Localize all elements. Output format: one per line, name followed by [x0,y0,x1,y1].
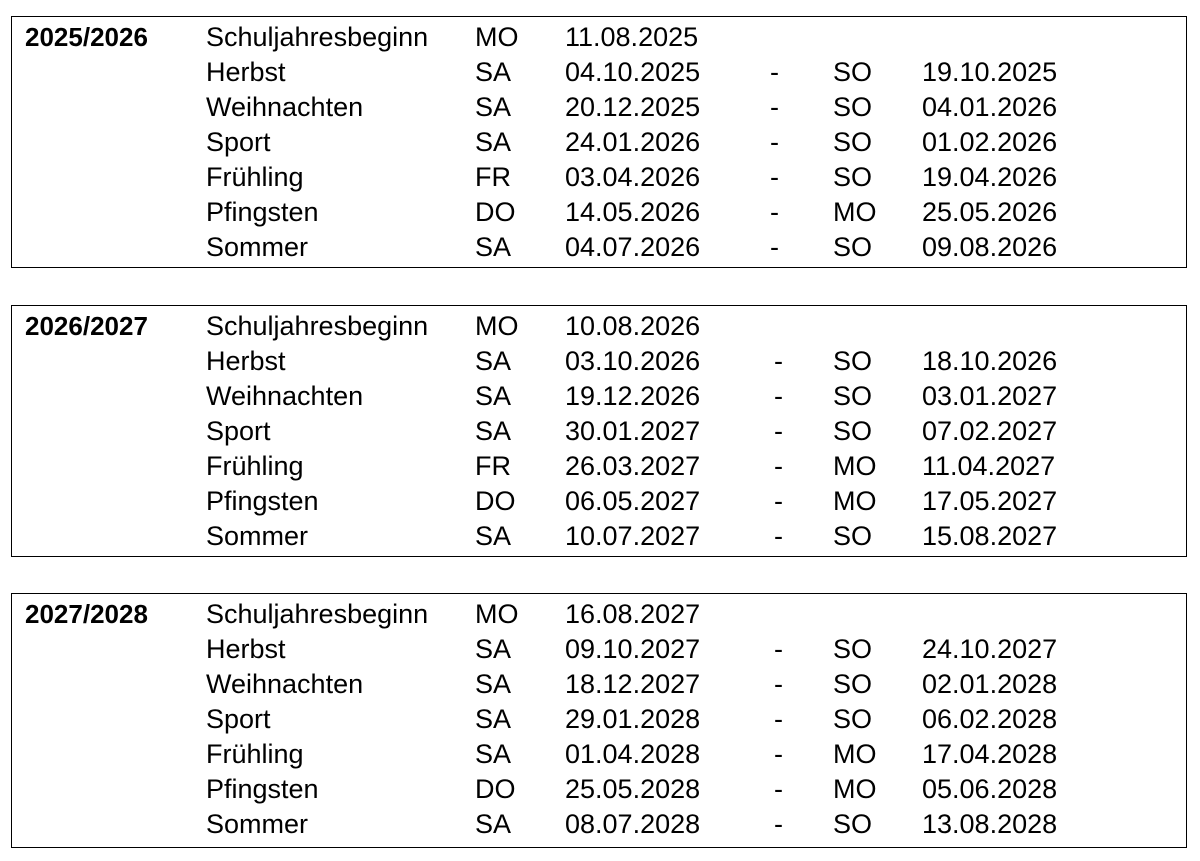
range-separator: - [774,739,783,769]
end-date: 02.01.2028 [922,669,1058,699]
start-date: 10.07.2027 [565,521,701,551]
start-weekday: SA [475,704,512,734]
end-weekday: SO [833,704,873,734]
end-date: 13.08.2028 [922,809,1058,839]
range-separator: - [774,809,783,839]
end-date: 19.04.2026 [922,162,1058,192]
start-date: 20.12.2025 [565,92,701,122]
start-date: 01.04.2028 [565,739,701,769]
start-weekday: SA [475,381,512,411]
end-date: 01.02.2026 [922,127,1058,157]
holiday-name: Sport [206,127,271,157]
holiday-row-sport [12,125,1186,160]
start-date: 10.08.2026 [565,311,701,341]
holiday-row-schuljahresbeginn [12,597,1186,632]
start-weekday: SA [475,346,512,376]
holiday-name: Weihnachten [206,381,364,411]
range-separator: - [770,197,779,227]
end-weekday: SO [833,57,873,87]
range-separator: - [770,57,779,87]
end-weekday: SO [833,381,873,411]
school-year-block [11,305,1187,557]
end-date: 07.02.2027 [922,416,1058,446]
start-weekday: DO [475,774,516,804]
holiday-row-pfingsten [12,484,1186,519]
holiday-row-pfingsten [12,195,1186,230]
range-separator: - [770,162,779,192]
holiday-name: Schuljahresbeginn [206,599,429,629]
range-separator: - [774,451,783,481]
range-separator: - [774,486,783,516]
start-weekday: FR [475,451,511,481]
start-weekday: SA [475,92,512,122]
holiday-row-weihnachten [12,90,1186,125]
range-separator: - [770,232,779,262]
end-weekday: SO [833,92,873,122]
end-weekday: SO [833,232,873,262]
holiday-row-fruehling [12,160,1186,195]
start-weekday: MO [475,311,519,341]
school-year-block [11,16,1187,268]
holiday-row-sommer [12,230,1186,265]
end-weekday: MO [833,486,877,516]
holiday-name: Sommer [206,232,309,262]
holiday-row-schuljahresbeginn [12,309,1186,344]
start-date: 30.01.2027 [565,416,701,446]
start-weekday: SA [475,739,512,769]
holiday-name: Herbst [206,57,286,87]
end-weekday: SO [833,521,873,551]
holiday-list [12,597,1186,842]
range-separator: - [774,521,783,551]
end-date: 11.04.2027 [922,451,1056,481]
start-date: 26.03.2027 [565,451,701,481]
range-separator: - [774,669,783,699]
end-date: 24.10.2027 [922,634,1058,664]
holiday-name: Weihnachten [206,92,364,122]
holiday-row-pfingsten [12,772,1186,807]
start-date: 11.08.2025 [565,22,699,52]
range-separator: - [770,92,779,122]
holiday-row-weihnachten [12,379,1186,414]
end-weekday: MO [833,197,877,227]
end-date: 19.10.2025 [922,57,1058,87]
start-weekday: MO [475,22,519,52]
holiday-name: Sommer [206,521,309,551]
start-weekday: DO [475,486,516,516]
start-date: 29.01.2028 [565,704,701,734]
end-weekday: MO [833,774,877,804]
start-date: 08.07.2028 [565,809,701,839]
holiday-name: Sport [206,416,271,446]
holiday-name: Sport [206,704,271,734]
range-separator: - [774,381,783,411]
holiday-name: Schuljahresbeginn [206,22,429,52]
holiday-row-fruehling [12,737,1186,772]
school-year-label: 2027/2028 [25,599,148,629]
holiday-list [12,309,1186,554]
holiday-row-sommer [12,519,1186,554]
holiday-list [12,20,1186,265]
holiday-row-herbst [12,55,1186,90]
end-date: 04.01.2026 [922,92,1058,122]
end-date: 05.06.2028 [922,774,1058,804]
end-date: 09.08.2026 [922,232,1058,262]
end-weekday: SO [833,669,873,699]
holiday-row-sport [12,414,1186,449]
range-separator: - [774,416,783,446]
range-separator: - [770,127,779,157]
start-date: 03.10.2026 [565,346,701,376]
end-weekday: SO [833,634,873,664]
start-weekday: SA [475,634,512,664]
start-weekday: FR [475,162,511,192]
start-weekday: DO [475,197,516,227]
start-weekday: SA [475,669,512,699]
start-date: 19.12.2026 [565,381,701,411]
holiday-row-herbst [12,344,1186,379]
end-weekday: SO [833,346,873,376]
school-year-label: 2025/2026 [25,22,148,52]
holiday-row-weihnachten [12,667,1186,702]
holiday-name: Pfingsten [206,197,319,227]
range-separator: - [774,634,783,664]
start-date: 06.05.2027 [565,486,701,516]
start-weekday: SA [475,416,512,446]
start-date: 04.10.2025 [565,57,701,87]
start-date: 09.10.2027 [565,634,701,664]
holiday-name: Frühling [206,451,304,481]
start-weekday: MO [475,599,519,629]
end-weekday: MO [833,739,877,769]
range-separator: - [774,346,783,376]
end-date: 25.05.2026 [922,197,1058,227]
holiday-row-sport [12,702,1186,737]
start-date: 14.05.2026 [565,197,701,227]
holiday-row-schuljahresbeginn [12,20,1186,55]
holiday-row-herbst [12,632,1186,667]
start-weekday: SA [475,232,512,262]
start-date: 16.08.2027 [565,599,701,629]
start-weekday: SA [475,127,512,157]
range-separator: - [774,704,783,734]
end-date: 06.02.2028 [922,704,1058,734]
end-date: 17.04.2028 [922,739,1058,769]
start-date: 24.01.2026 [565,127,701,157]
end-weekday: SO [833,416,873,446]
start-weekday: SA [475,521,512,551]
start-date: 04.07.2026 [565,232,701,262]
end-date: 18.10.2026 [922,346,1058,376]
end-date: 17.05.2027 [922,486,1058,516]
end-date: 03.01.2027 [922,381,1058,411]
holiday-name: Sommer [206,809,309,839]
holiday-name: Herbst [206,634,286,664]
holiday-name: Schuljahresbeginn [206,311,429,341]
holiday-name: Herbst [206,346,286,376]
range-separator: - [774,774,783,804]
start-weekday: SA [475,809,512,839]
holiday-name: Frühling [206,739,304,769]
start-weekday: SA [475,57,512,87]
holiday-name: Pfingsten [206,774,319,804]
start-date: 18.12.2027 [565,669,701,699]
end-weekday: MO [833,451,877,481]
holiday-name: Frühling [206,162,304,192]
start-date: 03.04.2026 [565,162,701,192]
holiday-name: Weihnachten [206,669,364,699]
holiday-name: Pfingsten [206,486,319,516]
start-date: 25.05.2028 [565,774,701,804]
school-year-label: 2026/2027 [25,311,148,341]
holiday-row-fruehling [12,449,1186,484]
holiday-row-sommer [12,807,1186,842]
end-weekday: SO [833,162,873,192]
school-year-block [11,593,1187,848]
end-date: 15.08.2027 [922,521,1058,551]
end-weekday: SO [833,809,873,839]
end-weekday: SO [833,127,873,157]
